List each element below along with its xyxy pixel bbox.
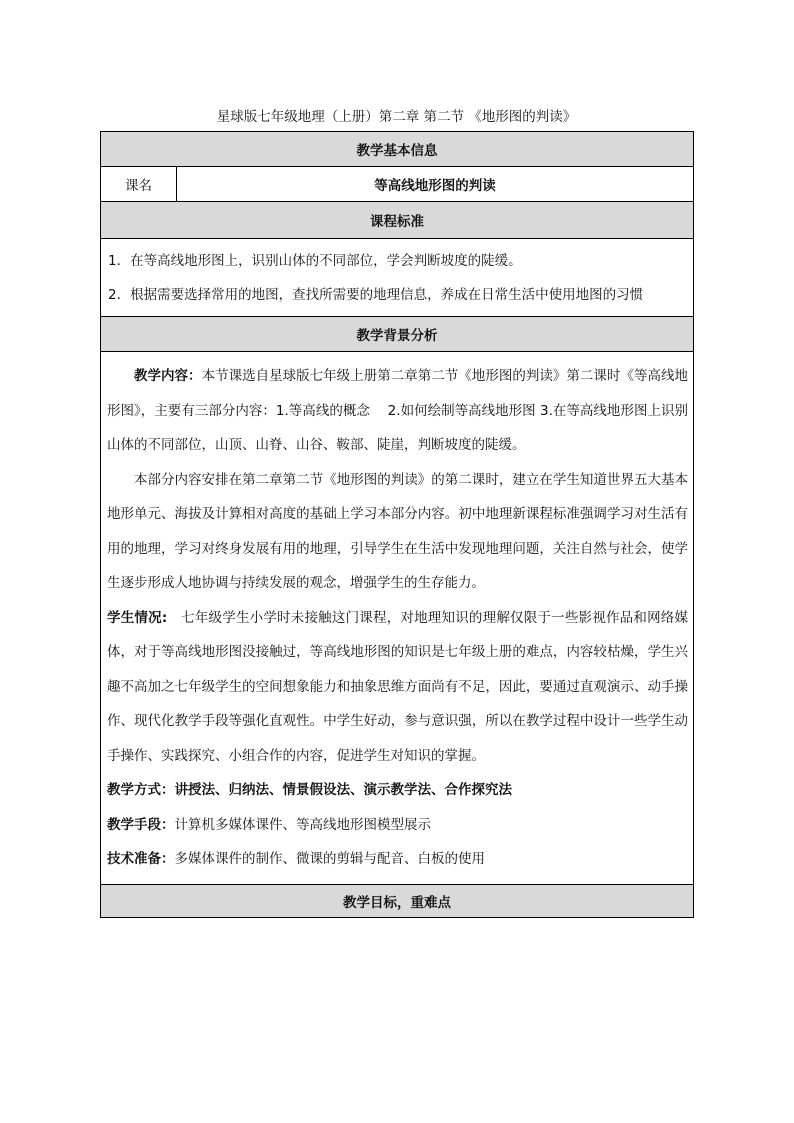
arrangement-paragraph: 本部分内容安排在第二章第二节《地形图的判读》的第二课时，建立在学生知道世界五大基本地形单元、海拔及计算相对高度的基础上学习本部分内容。初中地理新课程标准强调学习对生活有用的地理，学习对终身发展有用的地理，引导学生在生活中发现地理问题，关注自然与社会，使学生逐步形成人地协调与持续发展的观念，增强学生的生存能力。: [107, 471, 688, 591]
curriculum-standard-body: [101, 239, 694, 317]
standard-item-2: 2．根据需要选择常用的地图，查找所需要的地理信息，养成在日常生活中使用地图的习惯: [108, 287, 644, 303]
section-basic-info: 教学基本信息: [101, 132, 694, 167]
tech-prep-label: 技术准备：: [107, 851, 175, 867]
teaching-means-paragraph: [107, 808, 688, 843]
tech-prep-text: 多媒体课件的制作、微课的剪辑与配音、白板的使用: [174, 851, 485, 867]
student-situation-label: 学生情况:: [107, 609, 168, 626]
lesson-plan-table: [100, 131, 694, 918]
tech-prep-paragraph: [107, 842, 688, 877]
student-situation-paragraph: [107, 601, 688, 774]
teaching-method-label: 教学方式：: [107, 782, 175, 798]
document-title: 星球版七年级地理（上册）第二章 第二节 《地形图的判读》: [216, 109, 577, 125]
section-objectives: 教学目标，重难点: [101, 884, 694, 917]
section-curriculum-standard: 课程标准: [101, 202, 694, 239]
teaching-method-paragraph: [107, 773, 688, 808]
student-situation-text: 七年级学生小学时未接触这门课程，对地理知识的理解仅限于一些影视作品和网络媒体，对于等高线地形图没接触过，等高线地形图的知识是七年级上册的难点，内容较枯燥，学生兴趣不高加之七年级学生的空间想象能力和抽象思维方面尚有不足，因此，要通过直观演示、动手操作、现代化教学手段等强化直观性。中学生好动，参与意识强，所以在教学过程中设计一些学生动手操作、实践探究、小组合作的内容，促进学生对知识的掌握。: [107, 609, 688, 764]
section-background: 教学背景分析: [101, 317, 694, 352]
teaching-content-text: 本节课选自星球版七年级上册第二章第二节《地形图的判读》第二课时《等高线地形图》，主要有三部分内容：1.等高线的概念 2.如何绘制等高线地形图 3.在等高线地形图上识别山体的不同部位，山顶、山脊、山谷、鞍部、陡崖，判断坡度的陡缓。: [107, 368, 688, 453]
standard-item-1: 1．在等高线地形图上，识别山体的不同部位，学会判断坡度的陡缓。: [108, 253, 522, 269]
background-body: [101, 352, 694, 885]
course-label: 课名: [101, 167, 177, 202]
course-name: 等高线地形图的判读: [177, 167, 694, 202]
teaching-method-text: 讲授法、归纳法、情景假设法、演示教学法、合作探究法: [174, 782, 512, 798]
teaching-content-paragraph: [107, 359, 688, 463]
teaching-means-label: 教学手段：: [107, 816, 175, 833]
teaching-content-label: 教学内容：: [134, 368, 202, 384]
teaching-means-text: 计算机多媒体课件、等高线地形图模型展示: [174, 816, 431, 833]
